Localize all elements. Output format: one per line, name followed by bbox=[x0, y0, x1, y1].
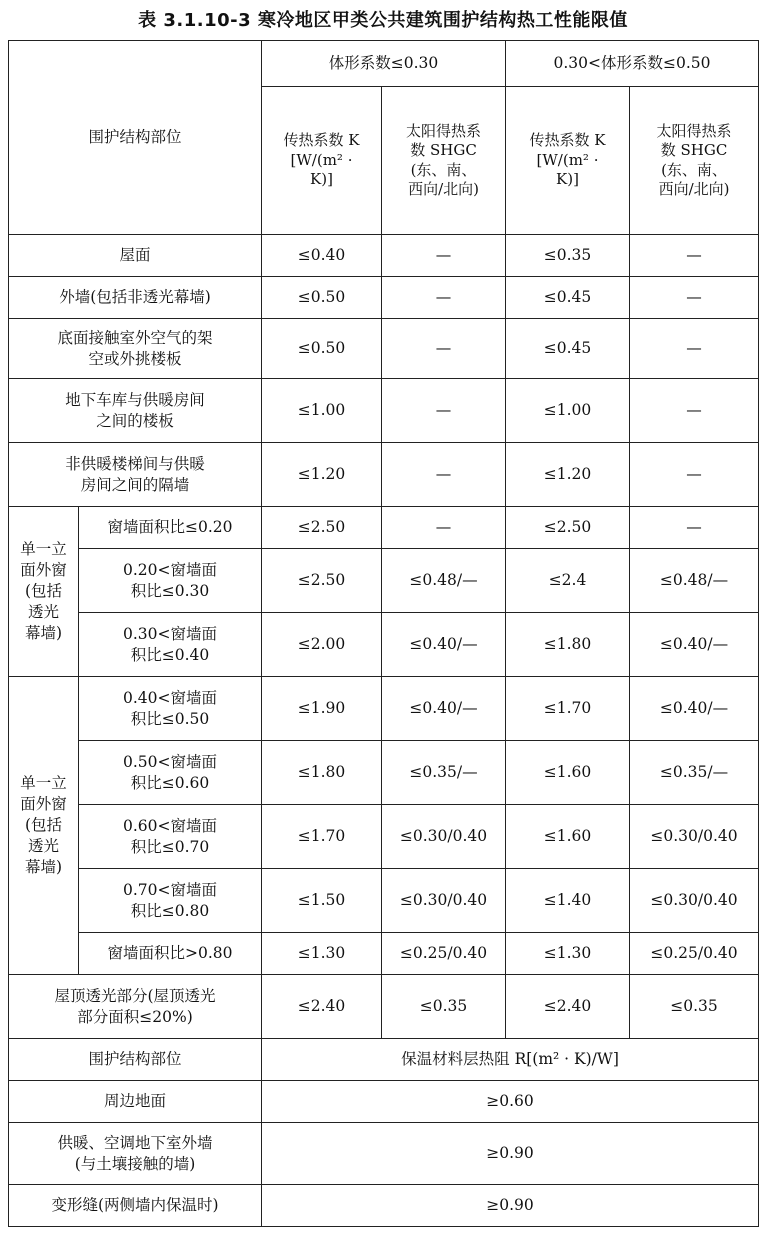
cell-k2: ≤2.40 bbox=[506, 975, 630, 1039]
r-value: ≥0.60 bbox=[262, 1081, 759, 1123]
header-shgc-1: 太阳得热系 数 SHGC (东、南、 西向/北向) bbox=[382, 87, 506, 235]
cell-s1: ≤0.35 bbox=[382, 975, 506, 1039]
cell-k2: ≤1.30 bbox=[506, 933, 630, 975]
table-row bbox=[9, 1039, 759, 1081]
cell-s1: ≤0.30/0.40 bbox=[382, 805, 506, 869]
cell-k1: ≤1.70 bbox=[262, 805, 382, 869]
cell-k2: ≤2.4 bbox=[506, 549, 630, 613]
table-row bbox=[9, 741, 759, 805]
table-row bbox=[9, 549, 759, 613]
cell-s1: — bbox=[382, 277, 506, 319]
cell-s1: ≤0.35/— bbox=[382, 741, 506, 805]
cell-k1: ≤1.80 bbox=[262, 741, 382, 805]
row-label: 供暖、空调地下室外墙 (与土壤接触的墙) bbox=[9, 1123, 262, 1185]
cell-k2: ≤1.40 bbox=[506, 869, 630, 933]
cell-s2: ≤0.30/0.40 bbox=[630, 805, 759, 869]
header-shgc-2: 太阳得热系 数 SHGC (东、南、 西向/北向) bbox=[630, 87, 759, 235]
window-group-label-a: 单一立 面外窗 (包括 透光 幕墙) bbox=[9, 507, 79, 677]
cell-s2: ≤0.30/0.40 bbox=[630, 869, 759, 933]
table-row bbox=[9, 975, 759, 1039]
row-label: 非供暖楼梯间与供暖 房间之间的隔墙 bbox=[9, 443, 262, 507]
cell-k1: ≤1.50 bbox=[262, 869, 382, 933]
r-value: ≥0.90 bbox=[262, 1123, 759, 1185]
row-label: 底面接触室外空气的架 空或外挑楼板 bbox=[9, 319, 262, 379]
cell-k1: ≤1.30 bbox=[262, 933, 382, 975]
cell-s1: ≤0.40/— bbox=[382, 613, 506, 677]
r-header-value: 保温材料层热阻 R[(m² · K)/W] bbox=[262, 1039, 759, 1081]
header-k-2: 传热系数 K [W/(m² · K)] bbox=[506, 87, 630, 235]
table-row bbox=[9, 869, 759, 933]
cell-s1: — bbox=[382, 235, 506, 277]
row-label: 屋面 bbox=[9, 235, 262, 277]
table-title: 表 3.1.10-3 寒冷地区甲类公共建筑围护结构热工性能限值 bbox=[138, 10, 628, 31]
cell-k2: ≤0.45 bbox=[506, 277, 630, 319]
window-ratio-label: 0.50<窗墙面 积比≤0.60 bbox=[79, 741, 262, 805]
table-row bbox=[9, 1081, 759, 1123]
cell-k1: ≤0.50 bbox=[262, 319, 382, 379]
cell-k2: ≤1.60 bbox=[506, 805, 630, 869]
cell-k1: ≤2.40 bbox=[262, 975, 382, 1039]
cell-s1: — bbox=[382, 507, 506, 549]
header-part: 围护结构部位 bbox=[9, 41, 262, 235]
window-ratio-label: 0.60<窗墙面 积比≤0.70 bbox=[79, 805, 262, 869]
cell-s1: — bbox=[382, 319, 506, 379]
cell-s1: ≤0.40/— bbox=[382, 677, 506, 741]
table-row bbox=[9, 933, 759, 975]
cell-s1: ≤0.48/— bbox=[382, 549, 506, 613]
cell-k2: ≤1.80 bbox=[506, 613, 630, 677]
cell-k1: ≤2.00 bbox=[262, 613, 382, 677]
row-label: 变形缝(两侧墙内保温时) bbox=[9, 1185, 262, 1227]
window-ratio-label: 窗墙面积比>0.80 bbox=[79, 933, 262, 975]
r-value: ≥0.90 bbox=[262, 1185, 759, 1227]
row-label: 周边地面 bbox=[9, 1081, 262, 1123]
cell-k1: ≤0.40 bbox=[262, 235, 382, 277]
cell-s1: — bbox=[382, 379, 506, 443]
table-row bbox=[9, 805, 759, 869]
table-row bbox=[9, 677, 759, 741]
window-ratio-label: 窗墙面积比≤0.20 bbox=[79, 507, 262, 549]
cell-s2: — bbox=[630, 507, 759, 549]
cell-s2: ≤0.40/— bbox=[630, 677, 759, 741]
window-ratio-label: 0.20<窗墙面 积比≤0.30 bbox=[79, 549, 262, 613]
table-row bbox=[9, 379, 759, 443]
window-ratio-label: 0.40<窗墙面 积比≤0.50 bbox=[79, 677, 262, 741]
window-group-label-b: 单一立 面外窗 (包括 透光 幕墙) bbox=[9, 677, 79, 975]
header-k-1: 传热系数 K [W/(m² · K)] bbox=[262, 87, 382, 235]
cell-k2: ≤0.35 bbox=[506, 235, 630, 277]
table-row bbox=[9, 319, 759, 379]
cell-k2: ≤1.60 bbox=[506, 741, 630, 805]
header-group-2: 0.30<体形系数≤0.50 bbox=[506, 41, 759, 87]
cell-k1: ≤1.90 bbox=[262, 677, 382, 741]
table-row bbox=[9, 443, 759, 507]
row-label: 屋顶透光部分(屋顶透光 部分面积≤20%) bbox=[9, 975, 262, 1039]
cell-k2: ≤1.20 bbox=[506, 443, 630, 507]
cell-k1: ≤2.50 bbox=[262, 549, 382, 613]
cell-k1: ≤0.50 bbox=[262, 277, 382, 319]
window-ratio-label: 0.30<窗墙面 积比≤0.40 bbox=[79, 613, 262, 677]
table-row bbox=[9, 277, 759, 319]
thermal-performance-table bbox=[8, 40, 759, 1227]
cell-s2: ≤0.35/— bbox=[630, 741, 759, 805]
table-row bbox=[9, 1123, 759, 1185]
cell-s2: — bbox=[630, 443, 759, 507]
table-row bbox=[9, 235, 759, 277]
cell-k2: ≤1.70 bbox=[506, 677, 630, 741]
cell-s2: — bbox=[630, 379, 759, 443]
cell-s2: ≤0.35 bbox=[630, 975, 759, 1039]
cell-k2: ≤2.50 bbox=[506, 507, 630, 549]
cell-s2: ≤0.25/0.40 bbox=[630, 933, 759, 975]
cell-s2: ≤0.48/— bbox=[630, 549, 759, 613]
r-header-part: 围护结构部位 bbox=[9, 1039, 262, 1081]
row-label: 外墙(包括非透光幕墙) bbox=[9, 277, 262, 319]
cell-s2: — bbox=[630, 319, 759, 379]
cell-s2: — bbox=[630, 235, 759, 277]
row-label: 地下车库与供暖房间 之间的楼板 bbox=[9, 379, 262, 443]
cell-s2: — bbox=[630, 277, 759, 319]
header-group-1: 体形系数≤0.30 bbox=[262, 41, 506, 87]
table-row bbox=[9, 613, 759, 677]
cell-s1: ≤0.25/0.40 bbox=[382, 933, 506, 975]
cell-k2: ≤1.00 bbox=[506, 379, 630, 443]
cell-k1: ≤2.50 bbox=[262, 507, 382, 549]
cell-s1: — bbox=[382, 443, 506, 507]
cell-s1: ≤0.30/0.40 bbox=[382, 869, 506, 933]
cell-s2: ≤0.40/— bbox=[630, 613, 759, 677]
cell-k1: ≤1.20 bbox=[262, 443, 382, 507]
cell-k1: ≤1.00 bbox=[262, 379, 382, 443]
table-row bbox=[9, 507, 759, 549]
cell-k2: ≤0.45 bbox=[506, 319, 630, 379]
table-row bbox=[9, 1185, 759, 1227]
window-ratio-label: 0.70<窗墙面 积比≤0.80 bbox=[79, 869, 262, 933]
